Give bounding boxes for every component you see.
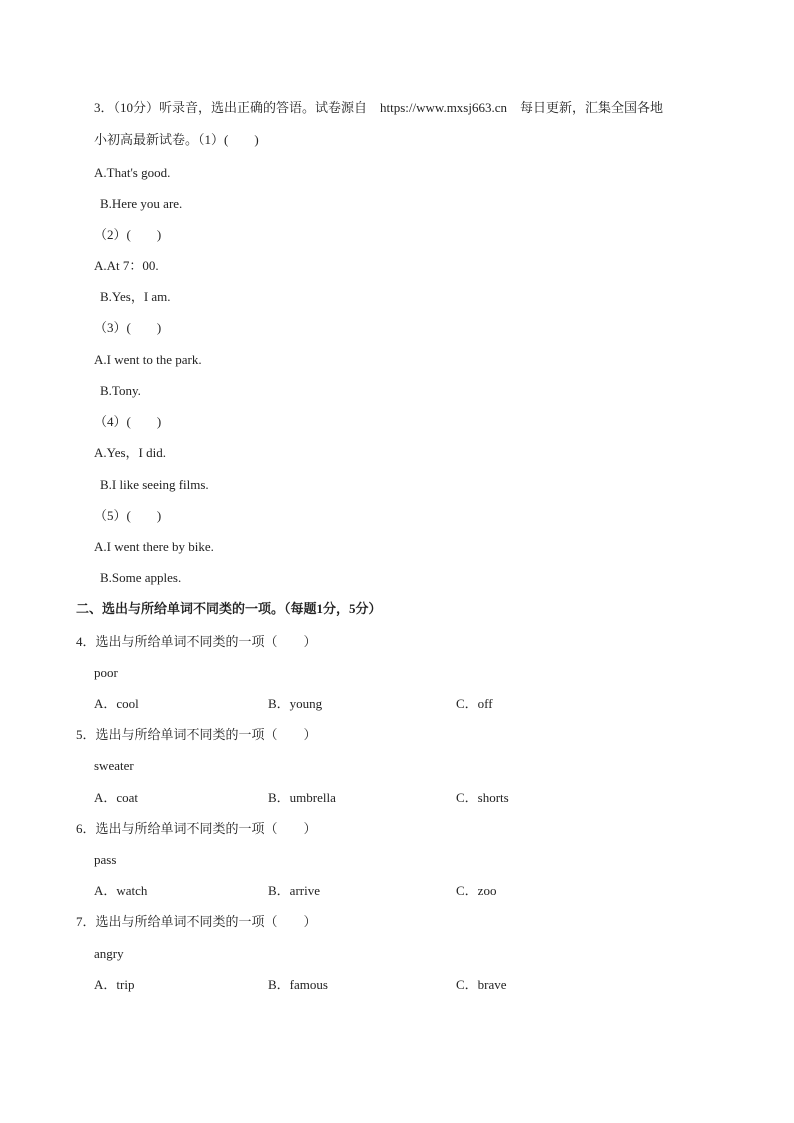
question-stem: 4．选出与所给单词不同类的一项（ ） — [76, 634, 317, 649]
question-stem: 6．选出与所给单词不同类的一项（ ） — [76, 821, 317, 836]
q3-3-label: （3）( ) — [94, 320, 162, 335]
option-a: A．trip — [94, 977, 135, 992]
option-b: B．umbrella — [268, 790, 336, 805]
given-word: sweater — [94, 758, 134, 773]
q3-4-option-a: A.Yes，I did. — [94, 445, 166, 460]
question-stem: 5．选出与所给单词不同类的一项（ ） — [76, 727, 317, 742]
option-c: C．zoo — [456, 883, 497, 898]
q3-stem-line1: 3．（10分）听录音，选出正确的答语。试卷源自 https://www.mxsj663.cn 每日更新，汇集全国各地 — [94, 100, 663, 115]
q3-1-option-b: B.Here you are. — [100, 196, 183, 211]
option-b: B．young — [268, 696, 323, 711]
q3-3-option-b: B.Tony. — [100, 383, 141, 398]
section2-heading: 二、选出与所给单词不同类的一项。（每题1分，5分） — [76, 601, 382, 616]
q3-4-label: （4）( ) — [94, 414, 162, 429]
q3-1-option-a: A.That's good. — [94, 165, 171, 180]
option-c: C．off — [456, 696, 493, 711]
option-a: A．watch — [94, 883, 148, 898]
option-c: C．shorts — [456, 790, 509, 805]
given-word: poor — [94, 665, 118, 680]
option-b: B．arrive — [268, 883, 320, 898]
option-c: C．brave — [456, 977, 507, 992]
q3-2-label: （2）( ) — [94, 227, 162, 242]
q3-5-label: （5）( ) — [94, 508, 162, 523]
option-a: A．cool — [94, 696, 139, 711]
q3-5-option-b: B.Some apples. — [100, 570, 182, 585]
q3-2-option-b: B.Yes，I am. — [100, 289, 171, 304]
q3-stem-line2: 小初高最新试卷。（1）( ) — [94, 132, 259, 147]
given-word: angry — [94, 946, 124, 961]
q3-5-option-a: A.I went there by bike. — [94, 539, 214, 554]
question-stem: 7．选出与所给单词不同类的一项（ ） — [76, 914, 317, 929]
q3-3-option-a: A.I went to the park. — [94, 352, 202, 367]
q3-2-option-a: A.At 7：00. — [94, 258, 159, 273]
option-a: A．coat — [94, 790, 139, 805]
given-word: pass — [94, 852, 117, 867]
q3-4-option-b: B.I like seeing films. — [100, 477, 209, 492]
option-b: B．famous — [268, 977, 328, 992]
